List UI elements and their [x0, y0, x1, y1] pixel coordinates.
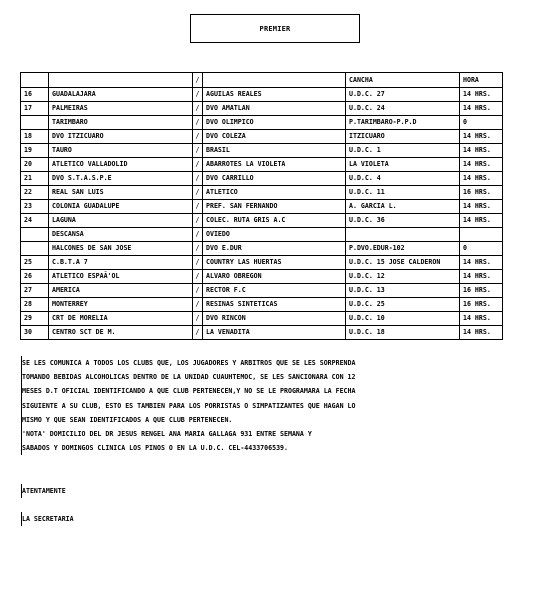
- field-cell: [346, 228, 460, 242]
- field-cell: U.D.C. 4: [346, 172, 460, 186]
- separator-cell: /: [193, 158, 203, 172]
- time-cell: 16 HRS.: [460, 298, 503, 312]
- home-team-cell: TARIMBARO: [49, 116, 193, 130]
- schedule-table: [20, 72, 503, 340]
- match-number-cell: [21, 228, 49, 242]
- table-row: [21, 242, 503, 256]
- field-cell: A. GARCIA L.: [346, 200, 460, 214]
- time-cell: 14 HRS.: [460, 200, 503, 214]
- away-team-cell: DVO OLIMPICO: [203, 116, 346, 130]
- table-row: [21, 270, 503, 284]
- home-team-cell: LAGUNA: [49, 214, 193, 228]
- home-team-cell: GUADALAJARA: [49, 88, 193, 102]
- notice-text: [21, 356, 462, 455]
- time-cell: 14 HRS.: [460, 326, 503, 340]
- away-team-cell: DVO AMATLAN: [203, 102, 346, 116]
- table-row: [21, 284, 503, 298]
- home-team-cell: AMERICA: [49, 284, 193, 298]
- time-cell: 14 HRS.: [460, 312, 503, 326]
- field-cell: U.D.C. 10: [346, 312, 460, 326]
- header-away-team-cell: [203, 73, 346, 88]
- field-cell: U.D.C. 1: [346, 144, 460, 158]
- match-number-cell: 28: [21, 298, 49, 312]
- match-number-cell: 30: [21, 326, 49, 340]
- notice-line: MISMO Y QUE SEAN IDENTIFICADOS A QUE CLUB PERTENECEN.: [22, 415, 233, 424]
- match-number-cell: 23: [21, 200, 49, 214]
- away-team-cell: PREF. SAN FERNANDO: [203, 200, 346, 214]
- table-row: [21, 214, 503, 228]
- separator-cell: /: [193, 214, 203, 228]
- separator-cell: /: [193, 312, 203, 326]
- time-cell: 14 HRS.: [460, 88, 503, 102]
- home-team-cell: ATLETICO VALLADOLID: [49, 158, 193, 172]
- home-team-cell: DESCANSA: [49, 228, 193, 242]
- separator-cell: /: [193, 88, 203, 102]
- separator-cell: /: [193, 116, 203, 130]
- away-team-cell: COUNTRY LAS HUERTAS: [203, 256, 346, 270]
- table-row: [21, 256, 503, 270]
- field-cell: U.D.C. 15 JOSE CALDERON: [346, 256, 460, 270]
- match-number-cell: 21: [21, 172, 49, 186]
- away-team-cell: DVO RINCON: [203, 312, 346, 326]
- away-team-cell: RESINAS SINTETICAS: [203, 298, 346, 312]
- home-team-cell: COLONIA GUADALUPE: [49, 200, 193, 214]
- home-team-cell: CENTRO SCT DE M.: [49, 326, 193, 340]
- away-team-cell: RECTOR F.C: [203, 284, 346, 298]
- home-team-cell: ATLETICO ESPAÃ'OL: [49, 270, 193, 284]
- time-cell: 14 HRS.: [460, 256, 503, 270]
- away-team-cell: OVIEDO: [203, 228, 346, 242]
- match-number-cell: 17: [21, 102, 49, 116]
- field-cell: U.D.C. 27: [346, 88, 460, 102]
- header-separator-cell: /: [193, 73, 203, 88]
- notice-line: TOMANDO BEBIDAS ALCOHOLICAS DENTRO DE LA UNIDAD CUAUHTEMOC, SE LES SANCIONARA CON 12: [22, 373, 356, 382]
- separator-cell: /: [193, 326, 203, 340]
- time-cell: 14 HRS.: [460, 172, 503, 186]
- notice-line: 'NOTA' DOMICILIO DEL DR JESUS RENGEL ANA MARIA GALLAGA 931 ENTRE SEMANA Y: [22, 430, 312, 439]
- away-team-cell: DVO COLEZA: [203, 130, 346, 144]
- separator-cell: /: [193, 172, 203, 186]
- time-cell: 16 HRS.: [460, 284, 503, 298]
- field-cell: U.D.C. 11: [346, 186, 460, 200]
- home-team-cell: DVO S.T.A.S.P.E: [49, 172, 193, 186]
- field-cell: U.D.C. 18: [346, 326, 460, 340]
- match-number-cell: 25: [21, 256, 49, 270]
- home-team-cell: REAL SAN LUIS: [49, 186, 193, 200]
- field-cell: P.TARIMBARO-P.P.D: [346, 116, 460, 130]
- header-field-cell: CANCHA: [346, 73, 460, 88]
- away-team-cell: ALVARO OBREGON: [203, 270, 346, 284]
- document-title: PREMIER: [190, 14, 360, 43]
- notice-line: SIGUIENTE A SU CLUB, ESTO ES TAMBIEN PARA LOS PORRISTAS O SIMPATIZANTES QUE HAGAN LO: [22, 401, 356, 410]
- header-home-team-cell: [49, 73, 193, 88]
- time-cell: 0: [460, 242, 503, 256]
- separator-cell: /: [193, 102, 203, 116]
- separator-cell: /: [193, 130, 203, 144]
- table-row: [21, 228, 503, 242]
- separator-cell: /: [193, 270, 203, 284]
- away-team-cell: LA VENADITA: [203, 326, 346, 340]
- time-cell: 14 HRS.: [460, 214, 503, 228]
- time-cell: [460, 228, 503, 242]
- field-cell: LA VIOLETA: [346, 158, 460, 172]
- home-team-cell: TAURO: [49, 144, 193, 158]
- match-number-cell: 18: [21, 130, 49, 144]
- table-row: [21, 130, 503, 144]
- table-row: [21, 158, 503, 172]
- home-team-cell: HALCONES DE SAN JOSE: [49, 242, 193, 256]
- field-cell: U.D.C. 25: [346, 298, 460, 312]
- home-team-cell: PALMEIRAS: [49, 102, 193, 116]
- time-cell: 0: [460, 116, 503, 130]
- separator-cell: /: [193, 186, 203, 200]
- match-number-cell: [21, 242, 49, 256]
- notice-line: SE LES COMUNICA A TODOS LOS CLUBS QUE, LOS JUGADORES Y ARBITROS QUE SE LES SORPRENDA: [22, 359, 356, 367]
- table-row: [21, 326, 503, 340]
- separator-cell: /: [193, 228, 203, 242]
- table-row: [21, 102, 503, 116]
- table-header-row: [21, 73, 503, 88]
- field-cell: U.D.C. 13: [346, 284, 460, 298]
- separator-cell: /: [193, 256, 203, 270]
- header-match-number-cell: [21, 73, 49, 88]
- field-cell: U.D.C. 12: [346, 270, 460, 284]
- match-number-cell: 19: [21, 144, 49, 158]
- away-team-cell: ABARROTES LA VIOLETA: [203, 158, 346, 172]
- field-cell: U.D.C. 24: [346, 102, 460, 116]
- away-team-cell: DVO E.DUR: [203, 242, 346, 256]
- separator-cell: /: [193, 144, 203, 158]
- away-team-cell: AGUILAS REALES: [203, 88, 346, 102]
- time-cell: 14 HRS.: [460, 270, 503, 284]
- home-team-cell: DVO ITZICUARO: [49, 130, 193, 144]
- home-team-cell: MONTERREY: [49, 298, 193, 312]
- table-row: [21, 298, 503, 312]
- home-team-cell: C.B.T.A 7: [49, 256, 193, 270]
- table-row: [21, 116, 503, 130]
- match-number-cell: 20: [21, 158, 49, 172]
- field-cell: ITZICUARO: [346, 130, 460, 144]
- away-team-cell: ATLETICO: [203, 186, 346, 200]
- closing-text: ATENTAMENTE: [21, 484, 66, 498]
- away-team-cell: BRASIL: [203, 144, 346, 158]
- time-cell: 14 HRS.: [460, 130, 503, 144]
- notice-line: MESES D.T OFICIAL IDENTIFICANDO A QUE CLUB PERTENECEN,Y NO SE LE PROGRAMARA LA FECHA: [22, 387, 356, 396]
- away-team-cell: DVO CARRILLO: [203, 172, 346, 186]
- match-number-cell: 22: [21, 186, 49, 200]
- time-cell: 14 HRS.: [460, 158, 503, 172]
- match-number-cell: 24: [21, 214, 49, 228]
- separator-cell: /: [193, 242, 203, 256]
- time-cell: 14 HRS.: [460, 102, 503, 116]
- table-row: [21, 200, 503, 214]
- match-number-cell: 29: [21, 312, 49, 326]
- table-row: [21, 186, 503, 200]
- table-row: [21, 312, 503, 326]
- separator-cell: /: [193, 284, 203, 298]
- header-time-cell: HORA: [460, 73, 503, 88]
- table-row: [21, 144, 503, 158]
- match-number-cell: 26: [21, 270, 49, 284]
- home-team-cell: CRT DE MORELIA: [49, 312, 193, 326]
- separator-cell: /: [193, 200, 203, 214]
- table-row: [21, 172, 503, 186]
- time-cell: 16 HRS.: [460, 186, 503, 200]
- table-row: [21, 88, 503, 102]
- match-number-cell: [21, 116, 49, 130]
- notice-line: SABADOS Y DOMINGOS CLINICA LOS PINOS O EN LA U.D.C. CEL-4433706539.: [22, 444, 288, 453]
- away-team-cell: COLEC. RUTA GRIS A.C: [203, 214, 346, 228]
- match-number-cell: 16: [21, 88, 49, 102]
- match-number-cell: 27: [21, 284, 49, 298]
- separator-cell: /: [193, 298, 203, 312]
- time-cell: 14 HRS.: [460, 144, 503, 158]
- signature-text: LA SECRETARIA: [21, 512, 74, 526]
- field-cell: U.D.C. 36: [346, 214, 460, 228]
- field-cell: P.DVO.EDUR-102: [346, 242, 460, 256]
